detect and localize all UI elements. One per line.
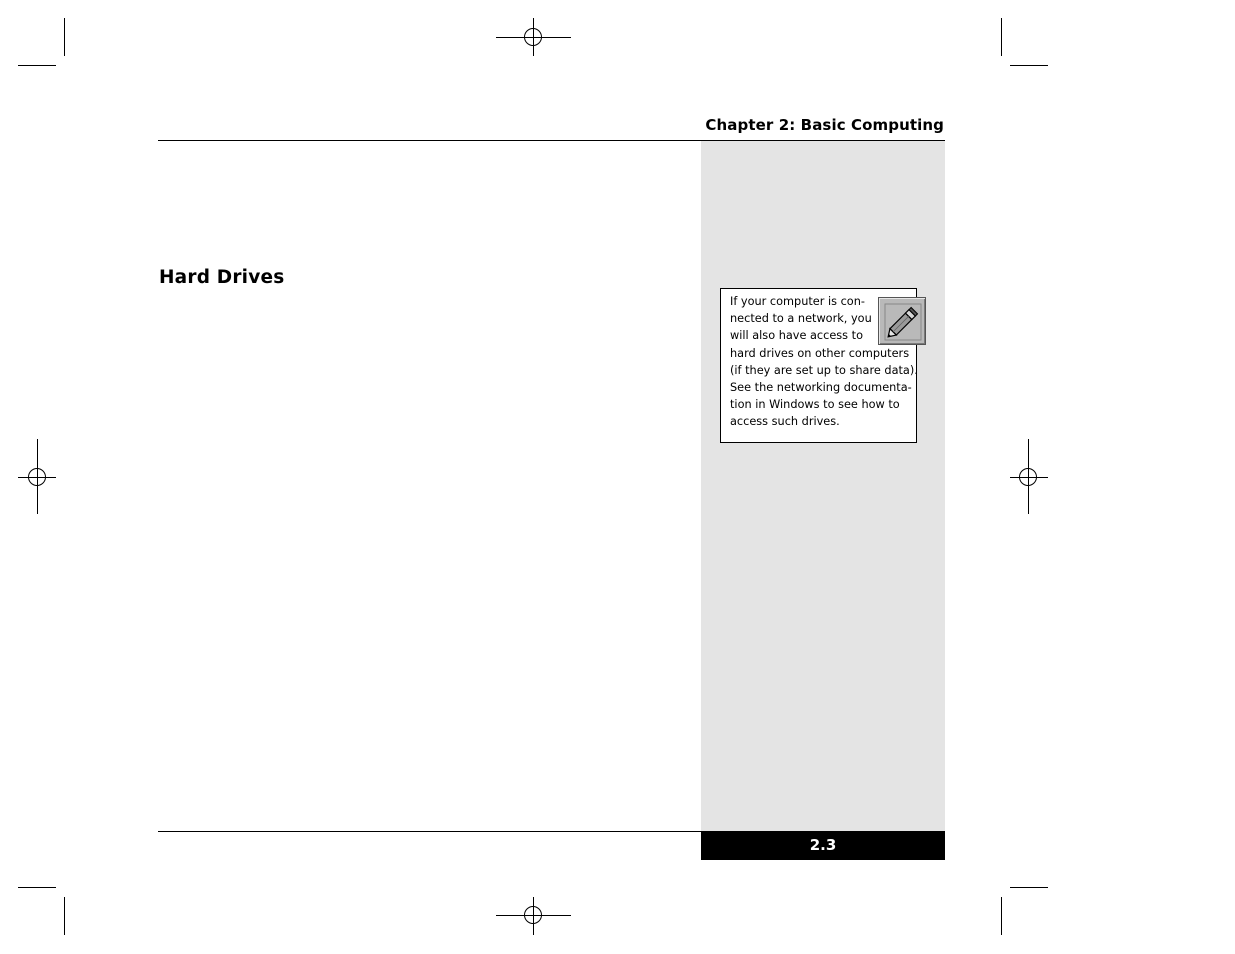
sidebar bbox=[701, 141, 945, 832]
note-line: access such drives. bbox=[730, 415, 840, 429]
note-line: nected to a network, you bbox=[730, 312, 872, 326]
crop-mark bbox=[18, 65, 56, 66]
crop-mark bbox=[1010, 887, 1048, 888]
registration-mark bbox=[524, 906, 542, 924]
note-line: See the networking documenta- bbox=[730, 381, 912, 395]
chapter-title: Chapter 2: Basic Computing bbox=[705, 116, 944, 134]
crop-mark bbox=[64, 18, 65, 56]
note-line: tion in Windows to see how to bbox=[730, 398, 900, 412]
crop-mark bbox=[1010, 65, 1048, 66]
registration-mark bbox=[524, 28, 542, 46]
page-number-tab bbox=[701, 832, 945, 860]
note-line: (if they are set up to share data). bbox=[730, 363, 918, 377]
crop-mark bbox=[1001, 18, 1002, 56]
pencil-icon bbox=[878, 297, 926, 345]
crop-mark bbox=[64, 897, 65, 935]
crop-mark bbox=[1001, 897, 1002, 935]
registration-mark bbox=[28, 468, 46, 486]
crop-mark bbox=[18, 887, 56, 888]
registration-mark bbox=[1019, 468, 1037, 486]
page-number: 2.3 bbox=[809, 836, 837, 854]
note-line: hard drives on other computers bbox=[730, 346, 910, 360]
note-line: will also have access to bbox=[730, 329, 864, 343]
section-heading: Hard Drives bbox=[159, 267, 285, 288]
note-line: If your computer is con- bbox=[730, 295, 865, 308]
